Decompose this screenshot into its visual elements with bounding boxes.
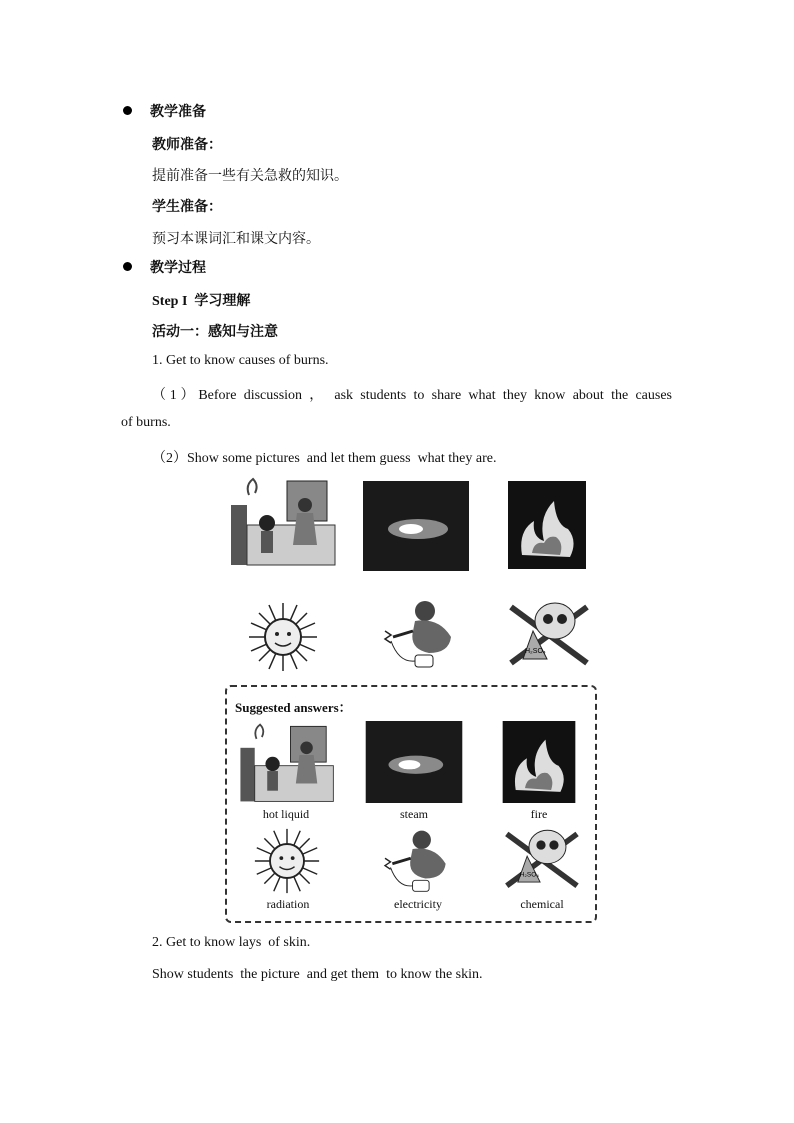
hot-liquid-illustration bbox=[227, 475, 337, 569]
steam-photo bbox=[363, 721, 465, 803]
teacher-prep-text: 提前准备一些有关急救的知识。 bbox=[152, 168, 348, 184]
bullet-icon bbox=[123, 262, 132, 271]
chemical-skull-illustration bbox=[497, 821, 585, 895]
sub-item-1-line1: （1）Before discussion ， ask students to share what they know about the causes bbox=[152, 388, 672, 403]
student-prep-label: 学生准备： bbox=[152, 199, 222, 215]
label-chemical: chemical bbox=[520, 897, 564, 911]
item-1: 1. Get to know causes of burns. bbox=[152, 353, 329, 368]
student-prep-text: 预习本课词汇和课文内容。 bbox=[152, 231, 320, 247]
radiation-sun-illustration bbox=[247, 601, 319, 673]
hot-liquid-illustration bbox=[233, 721, 339, 805]
label-electricity: electricity bbox=[394, 897, 442, 911]
suggested-answers-title: Suggested answers： bbox=[235, 700, 352, 715]
teacher-prep-label: 教师准备： bbox=[152, 137, 222, 153]
activity-heading: 活动一：感知与注意 bbox=[152, 324, 278, 340]
item-2: 2. Get to know lays of skin. bbox=[152, 935, 311, 950]
chemical-formula-label: H₂SO₄ bbox=[525, 648, 546, 655]
sub-item-1-line2: of burns. bbox=[121, 415, 171, 430]
label-hot-liquid: hot liquid bbox=[262, 807, 310, 821]
chemical-formula-label: H₂SO₄ bbox=[519, 871, 539, 879]
fire-photo bbox=[508, 481, 586, 569]
electricity-illustration bbox=[379, 597, 465, 671]
fire-photo bbox=[502, 721, 576, 803]
label-steam: steam bbox=[400, 807, 428, 821]
label-fire: fire bbox=[530, 807, 548, 821]
electricity-illustration bbox=[377, 827, 461, 895]
section-heading-process: 教学过程 bbox=[150, 260, 206, 276]
step-heading: Step I 学习理解 bbox=[152, 294, 251, 309]
sub-item-2: （2）Show some pictures and let them guess what they are. bbox=[152, 451, 497, 466]
label-radiation: radiation bbox=[266, 897, 310, 911]
item-2-text: Show students the picture and get them to know the skin. bbox=[152, 967, 483, 982]
section-heading-prep: 教学准备 bbox=[150, 104, 206, 120]
radiation-sun-illustration bbox=[253, 827, 321, 895]
burn-causes-figure bbox=[221, 473, 599, 923]
steam-photo bbox=[363, 481, 469, 571]
bullet-icon bbox=[123, 106, 132, 115]
chemical-skull-illustration bbox=[503, 593, 593, 673]
suggested-answers-box bbox=[225, 685, 597, 923]
